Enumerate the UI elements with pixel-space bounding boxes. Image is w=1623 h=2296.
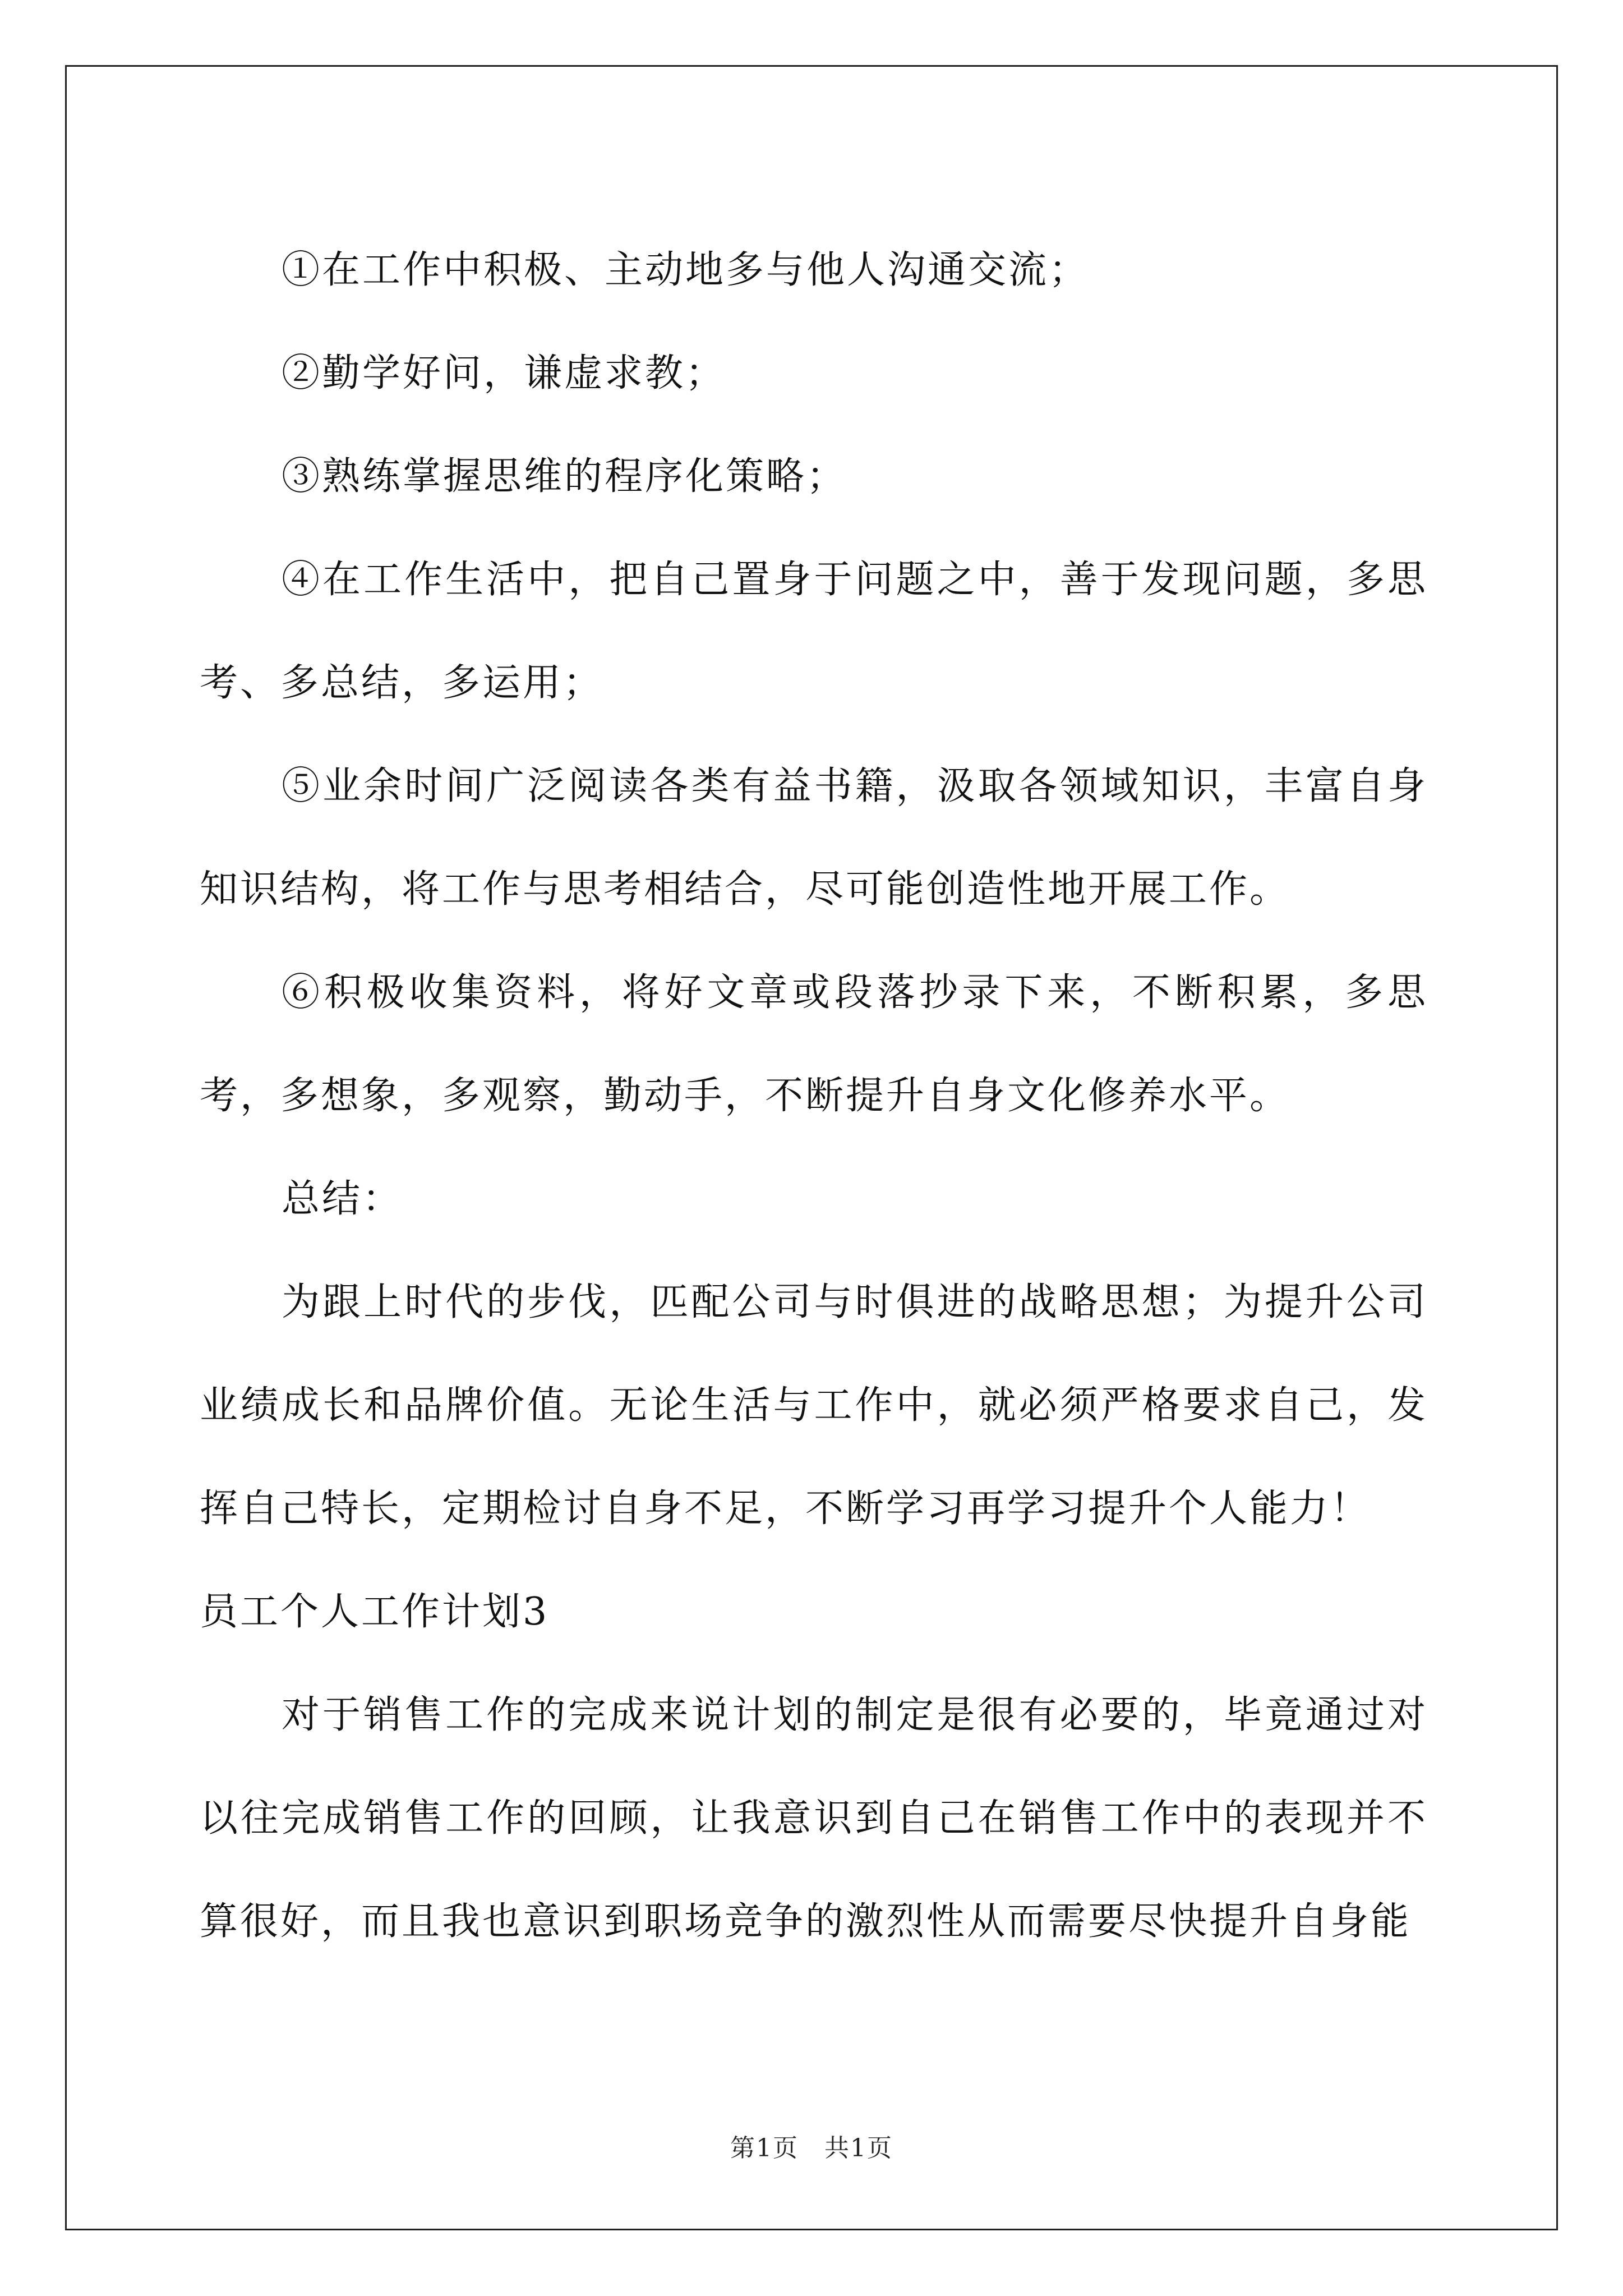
- document-body: [200, 219, 1428, 1973]
- paragraph-item-4: ④在工作生活中，把自己置身于问题之中，善于发现问题，多思考、多总结，多运用；: [200, 558, 1428, 705]
- paragraph-item-6: ⑥积极收集资料，将好文章或段落抄录下来，不断积累，多思考，多想象，多观察，勤动手，不断提升自身文化修养水平。: [200, 970, 1428, 1118]
- paragraph-item-5: ⑤业余时间广泛阅读各类有益书籍，汲取各领域知识，丰富自身知识结构，将工作与思考相结合，尽可能创造性地开展工作。: [200, 764, 1428, 912]
- paragraph-item-3: ③熟练掌握思维的程序化策略；: [282, 454, 847, 499]
- paragraph-item-1: ①在工作中积极、主动地多与他人沟通交流；: [282, 248, 1090, 292]
- plan-paragraph: 对于销售工作的完成来说计划的制定是很有必要的，毕竟通过对以往完成销售工作的回顾，让我意识到自己在销售工作中的表现并不算很好，而且我也意识到职场竞争的激烈性从而需要尽快提升自身能: [200, 1693, 1428, 1944]
- summary-label: 总结：: [282, 1177, 403, 1221]
- summary-paragraph: 为跟上时代的步伐，匹配公司与时俱进的战略思想；为提升公司业绩成长和品牌价值。无论生活与工作中，就必须严格要求自己，发挥自己特长，定期检讨自身不足，不断学习再学习提升个人能力！: [200, 1280, 1428, 1531]
- paragraph-item-2: ②勤学好问，谦虚求教；: [282, 351, 726, 395]
- page-footer: 第1页 共1页: [730, 2134, 893, 2162]
- section-heading: 员工个人工作计划3: [200, 1590, 550, 1634]
